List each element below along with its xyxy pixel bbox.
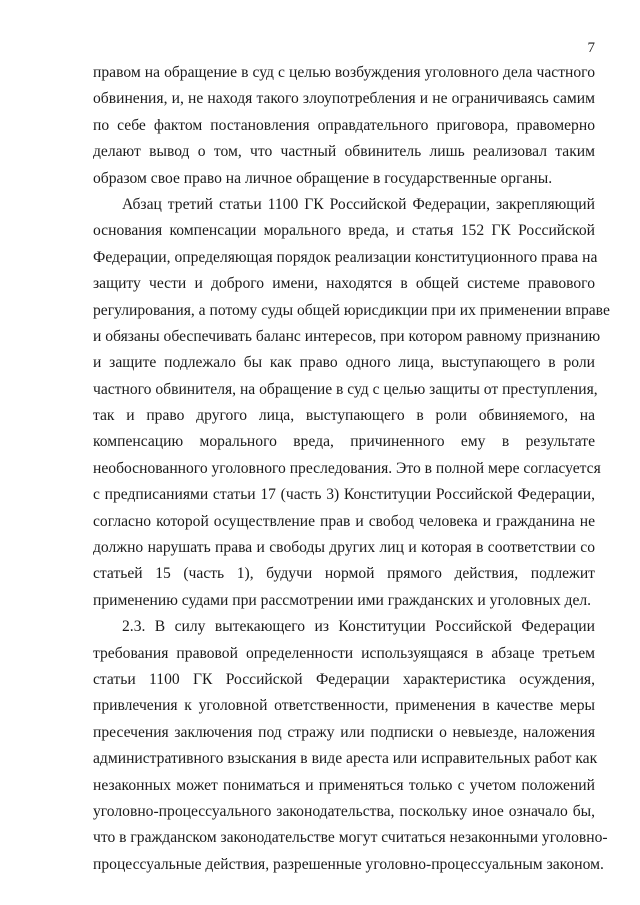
text-line: делают вывод о том, что частный обвинитель лишь реализовал таким: [93, 143, 595, 161]
text-line: требования правовой определенности используящаяся в абзаце третьем: [93, 644, 595, 662]
text-line: должно нарушать права и свободы других лиц и которая в соответствии со: [93, 539, 595, 557]
text-line: привлечения к уголовной ответственности, применения в качестве меры: [93, 697, 595, 715]
text-line: пресечения заключения под стражу или подписки о невыезде, наложения: [93, 723, 595, 741]
text-line: 2.3. В силу вытекающего из Конституции Российской Федерации: [122, 618, 595, 636]
text-line: регулирования, а потому суды общей юрисдикции при их применении вправе: [93, 301, 610, 319]
text-line: административного взыскания в виде ареста или исправительных работ как: [93, 750, 598, 768]
text-line: компенсацию морального вреда, причиненного ему в результате: [93, 433, 595, 451]
text-line: частного обвинителя, на обращение в суд с целью защиты от преступления,: [93, 380, 598, 398]
page-number: 7: [587, 40, 595, 56]
text-line: процессуальные действия, разрешенные уголовно-процессуальным законом.: [93, 855, 604, 873]
text-line: основания компенсации морального вреда, и статья 152 ГК Российской: [93, 222, 595, 240]
text-line: Абзац третий статьи 1100 ГК Российской Федерации, закрепляющий: [122, 195, 595, 213]
text-line: образом свое право на личное обращение в государственные органы.: [93, 169, 553, 187]
text-line: и защите подлежало бы как право одного лица, выступающего в роли: [93, 354, 595, 372]
text-line: с предписаниями статьи 17 (часть 3) Конституции Российской Федерации,: [93, 486, 595, 504]
text-line: применению судами при рассмотрении ими гражданских и уголовных дел.: [93, 591, 592, 609]
text-line: статьи 1100 ГК Российской Федерации характеристика осуждения,: [93, 670, 595, 688]
text-line: по себе фактом постановления оправдательного приговора, правомерно: [93, 116, 595, 134]
text-line: необоснованного уголовного преследования. Это в полной мере согласуется: [93, 459, 601, 477]
text-line: обвинения, и, не находя такого злоупотребления и не ограничиваясь самим: [93, 90, 595, 108]
document-body: [93, 60, 610, 878]
text-line: Федерации, определяющая порядок реализации конституционного права на: [93, 248, 598, 266]
text-line: правом на обращение в суд с целью возбуждения уголовного дела частного: [93, 64, 595, 81]
text-line: согласно которой осуществление прав и свобод человека и гражданина не: [93, 512, 595, 530]
text-line: так и право другого лица, выступающего в роли обвиняемого, на: [93, 407, 595, 425]
text-line: уголовно-процессуального законодательства, поскольку иное означало бы,: [93, 802, 595, 820]
text-line: и обязаны обеспечивать баланс интересов, при котором равному признанию: [93, 327, 601, 345]
text-line: статьей 15 (часть 1), будучи нормой прямого действия, подлежит: [93, 565, 595, 583]
text-line: защиту чести и доброго имени, находятся в общей системе правового: [93, 275, 595, 293]
text-line: незаконных может пониматься и применяться только с учетом положений: [93, 776, 595, 794]
text-line: что в гражданском законодательстве могут считаться незаконными уголовно-: [93, 829, 608, 847]
